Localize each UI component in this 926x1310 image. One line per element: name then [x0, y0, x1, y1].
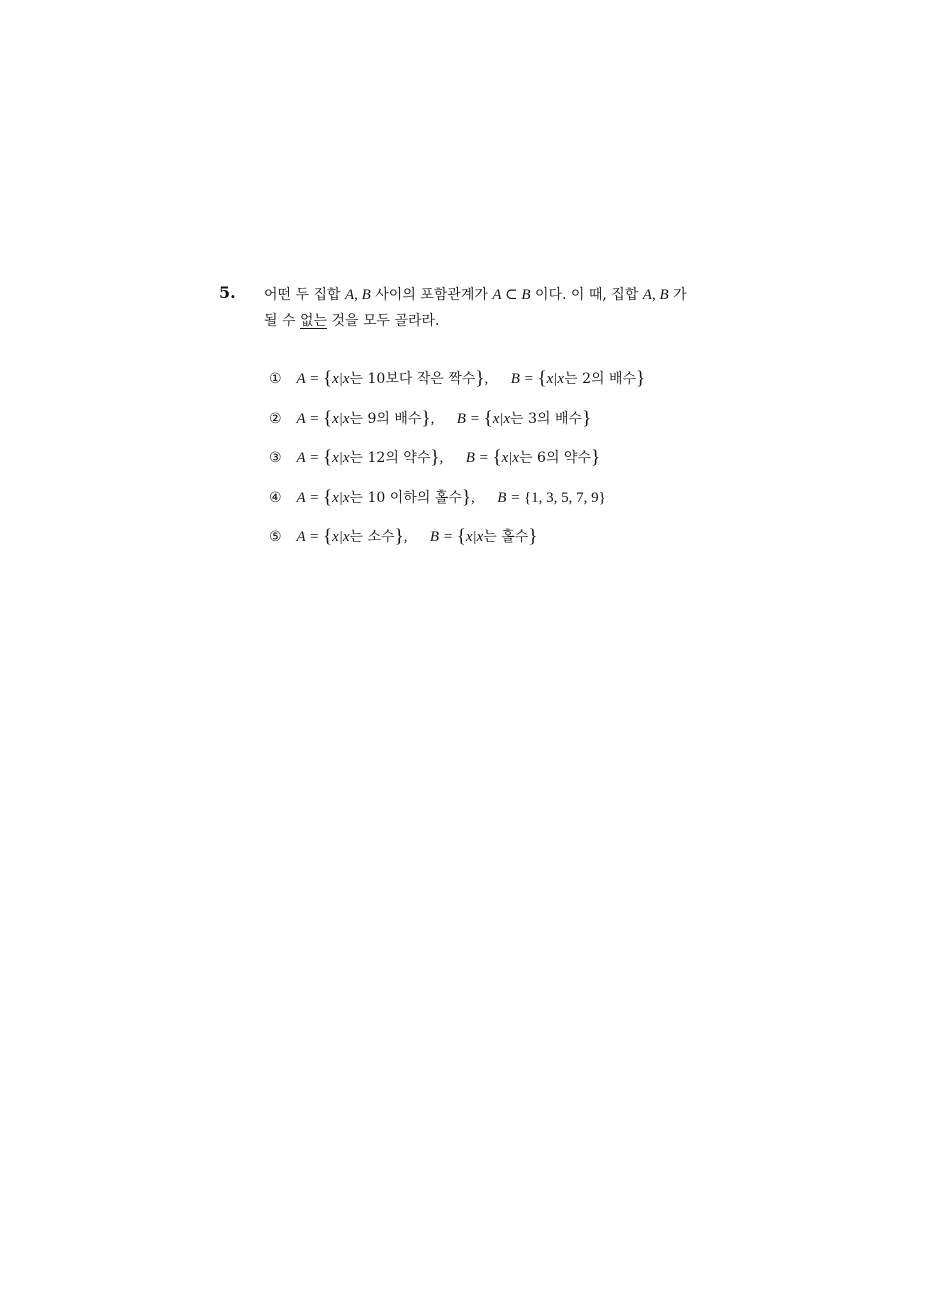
set-b-roster: {1, 3, 5, 7, 9} [523, 489, 606, 506]
set-b-variable: x|x [546, 371, 565, 387]
question-stem [264, 282, 764, 334]
set-b-lhs: B = [510, 371, 538, 387]
set-a-variable: x|x [332, 450, 350, 466]
question-number: 5. [219, 283, 236, 302]
close-brace-icon: } [636, 368, 646, 389]
set-a-condition: 는 9의 배수 [349, 410, 422, 427]
choice-marker: ④ [269, 489, 282, 506]
stem-line2-post: 것을 모두 골라라. [327, 313, 440, 329]
choice-3[interactable]: ③ A = {x|x는 12의 약수}, B = {x|x는 6의 약수} [269, 447, 601, 468]
set-b-variable: x|x [465, 529, 484, 545]
choice-4[interactable]: ④ A = {x|x는 10 이하의 홀수}, B = {1, 3, 5, 7, 9} [269, 486, 606, 508]
close-brace-icon: } [394, 526, 404, 547]
close-brace-icon: } [528, 526, 538, 547]
set-b-condition: 는 2의 배수 [564, 371, 636, 387]
stem-text-2: 사이의 포함관계가 [370, 287, 493, 303]
choice-marker: ② [269, 410, 282, 427]
set-a-symbol: A [344, 287, 355, 303]
set-a-lhs: A = [296, 450, 323, 466]
set-b-lhs: B = [465, 450, 493, 466]
set-a-symbol-2: A [642, 287, 652, 303]
stem-line2-pre: 될 수 [264, 313, 300, 329]
set-a-variable: x|x [332, 489, 350, 506]
close-brace-icon: } [461, 486, 471, 508]
set-b-lhs: B = [456, 410, 484, 427]
stem-text-4: 가 [668, 287, 687, 303]
stem-underlined-word: 없는 [299, 313, 328, 329]
choice-1[interactable]: ① A = {x|x는 10보다 작은 짝수}, B = {x|x는 2의 배수} [269, 368, 646, 389]
set-a-condition: 는 10보다 작은 짝수 [349, 371, 476, 387]
set-b-lhs: B = [497, 489, 524, 506]
stem-text-3: 이다. 이 때, 집합 [530, 287, 643, 303]
close-brace-icon: } [590, 447, 601, 468]
set-b-symbol-2: B [659, 287, 669, 303]
set-a-variable: x|x [332, 371, 350, 387]
choice-marker: ③ [269, 450, 282, 466]
open-brace-icon: { [483, 407, 493, 429]
set-a-condition: 는 10 이하의 홀수 [349, 489, 462, 506]
close-brace-icon: } [421, 407, 431, 429]
set-a-lhs: A = [296, 489, 323, 506]
close-brace-icon: } [475, 368, 485, 389]
open-brace-icon: { [537, 368, 547, 389]
close-brace-icon: } [430, 447, 440, 468]
close-brace-icon: } [582, 407, 592, 429]
answer-choices [269, 368, 769, 566]
stem-comma-2: , [651, 287, 660, 303]
set-b-condition: 는 홀수 [483, 529, 529, 545]
set-b-variable: x|x [492, 410, 511, 427]
choice-marker: ⑤ [269, 529, 282, 545]
stem-text-1: 어떤 두 집합 [264, 287, 345, 303]
open-brace-icon: { [492, 447, 502, 468]
set-b-condition: 는 3의 배수 [510, 410, 583, 427]
open-brace-icon: { [322, 407, 333, 429]
set-a-condition: 는 소수 [349, 529, 395, 545]
set-a-variable: x|x [332, 529, 350, 545]
set-b-condition: 는 6의 약수 [519, 450, 591, 466]
set-b-symbol: B [361, 287, 371, 303]
open-brace-icon: { [322, 526, 333, 547]
set-a-lhs: A = [296, 529, 323, 545]
set-a-lhs: A = [296, 410, 323, 427]
choice-5[interactable]: ⑤ A = {x|x는 소수}, B = {x|x는 홀수} [269, 526, 538, 547]
set-b-variable: x|x [501, 450, 520, 466]
set-a-variable: x|x [332, 410, 350, 427]
open-brace-icon: { [322, 368, 333, 389]
set-b-lhs: B = [429, 529, 457, 545]
choice-2[interactable]: ② A = {x|x는 9의 배수}, B = {x|x는 3의 배수} [269, 407, 592, 429]
set-a-condition: 는 12의 약수 [349, 450, 431, 466]
subset-expression: A ⊂ B [492, 287, 531, 303]
stem-comma: , [354, 287, 362, 303]
set-a-lhs: A = [296, 371, 323, 387]
open-brace-icon: { [322, 486, 333, 508]
open-brace-icon: { [322, 447, 333, 468]
choice-marker: ① [269, 371, 282, 387]
open-brace-icon: { [456, 526, 466, 547]
